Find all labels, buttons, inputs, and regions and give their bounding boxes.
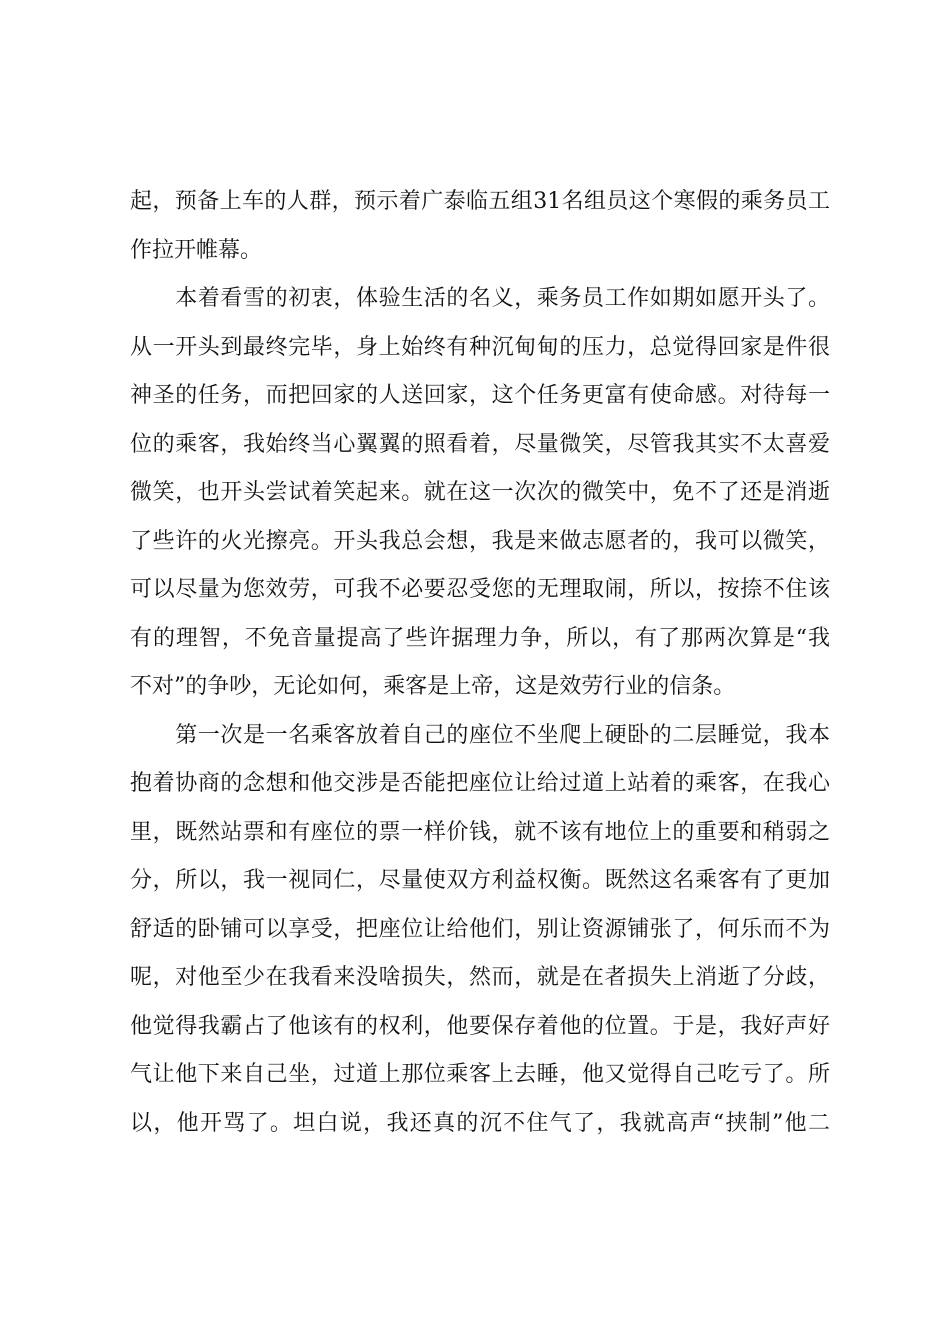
text-line: 本着看雪的初衷，体验生活的名义，乘务员工作如期如愿开头了。 bbox=[130, 286, 830, 311]
body-text bbox=[130, 178, 830, 1148]
text-line: 位的乘客，我始终当心翼翼的照看着，尽量微笑，尽管我其实不太喜爱 bbox=[130, 431, 830, 457]
text-line: 以，他开骂了。坦白说，我还真的沉不住气了，我就高声“挟制”他二 bbox=[130, 1110, 830, 1136]
text-line: 了些许的火光擦亮。开头我总会想，我是来做志愿者的，我可以微笑， bbox=[130, 528, 830, 554]
text-line: 从一开头到最终完毕，身上始终有种沉甸甸的压力，总觉得回家是件很 bbox=[130, 334, 830, 360]
text-line: 神圣的任务，而把回家的人送回家，这个任务更富有使命感。对待每一 bbox=[130, 383, 830, 408]
text-line: 舒适的卧铺可以享受，把座位让给他们，别让资源铺张了，何乐而不为 bbox=[130, 916, 830, 942]
text-line: 有的理智，不免音量提高了些许据理力争，所以，有了那两次算是“我 bbox=[130, 625, 830, 651]
text-line: 分，所以，我一视同仁，尽量使双方利益权衡。既然这名乘客有了更加 bbox=[130, 868, 830, 893]
text-line: 起，预备上车的人群，预示着广泰临五组31名组员这个寒假的乘务员工 bbox=[130, 189, 830, 214]
text-line: 不对”的争吵，无论如何，乘客是上帝，这是效劳行业的信条。 bbox=[130, 674, 736, 699]
text-line: 抱着协商的念想和他交涉是否能把座位让给过道上站着的乘客，在我心 bbox=[130, 771, 830, 796]
text-line: 他觉得我霸占了他该有的权利，他要保存着他的位置。于是，我好声好 bbox=[130, 1013, 830, 1039]
text-line: 作拉开帷幕。 bbox=[130, 237, 263, 263]
text-line: 可以尽量为您效劳，可我不必要忍受您的无理取闹，所以，按捺不住该 bbox=[130, 577, 830, 602]
text-line: 里，既然站票和有座位的票一样价钱，就不该有地位上的重要和稍弱之 bbox=[130, 819, 830, 845]
text-line: 第一次是一名乘客放着自己的座位不坐爬上硬卧的二层睡觉，我本 bbox=[130, 722, 830, 748]
text-line: 呢，对他至少在我看来没啥损失，然而，就是在者损失上消逝了分歧， bbox=[130, 965, 830, 990]
text-line: 气让他下来自己坐，过道上那位乘客上去睡，他又觉得自己吃亏了。所 bbox=[130, 1062, 830, 1087]
text-line: 微笑，也开头尝试着笑起来。就在这一次次的微笑中，免不了还是消逝 bbox=[130, 480, 830, 505]
